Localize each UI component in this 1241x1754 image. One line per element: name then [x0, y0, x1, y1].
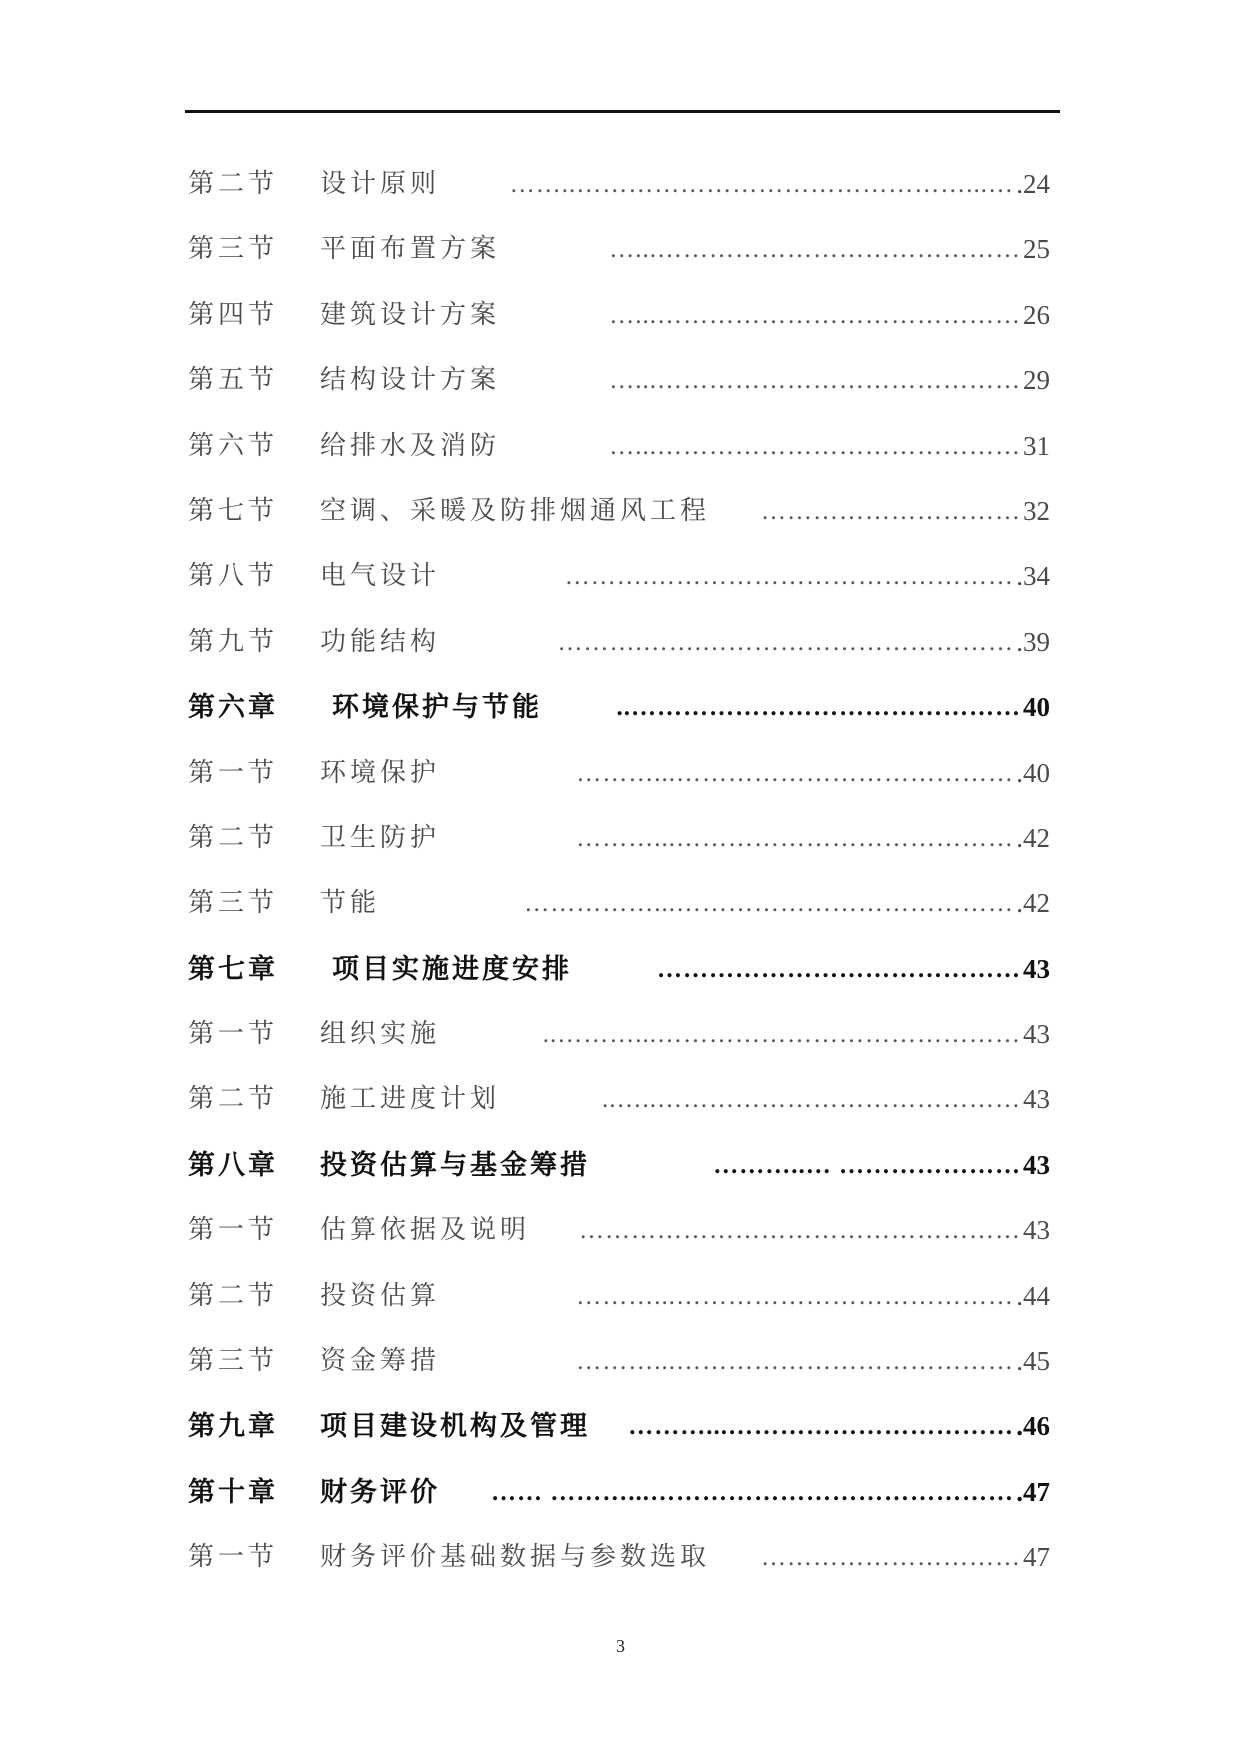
toc-page-number: .42 — [1016, 822, 1050, 853]
toc-entry-number: 第三节 — [188, 234, 279, 265]
toc-entry-title: 给排水及消防 — [320, 430, 501, 461]
toc-page-number: .42 — [1016, 888, 1050, 919]
toc-entry-title: 建筑设计方案 — [320, 299, 501, 330]
toc-entry-number: 第八节 — [188, 561, 279, 592]
toc-dot-leader: ……………………………………….. — [616, 694, 1021, 722]
toc-entry-number: 第一节 — [188, 1019, 279, 1050]
toc-page-number: .34 — [1016, 561, 1050, 592]
toc-dot-leader: ……………………………………...… — [609, 236, 1021, 264]
toc-entry-number: 第五节 — [188, 365, 279, 396]
toc-chapter-entry[interactable] — [188, 675, 1050, 740]
toc-dot-leader: ………………………… — [761, 497, 1021, 525]
toc-entry-number: 第二节 — [188, 1280, 279, 1311]
toc-entry-number: 第八章 — [188, 1149, 278, 1181]
toc-entry-title: 设计原则 — [320, 169, 441, 199]
toc-section-entry[interactable] — [188, 414, 1050, 479]
toc-dot-leader: …………………………………….……… — [564, 563, 1014, 591]
toc-dot-leader: …………………………………...…………… — [524, 890, 1014, 918]
toc-chapter-entry[interactable] — [188, 1460, 1050, 1525]
toc-page-number: 43 — [1023, 1149, 1050, 1180]
toc-page-number: .24 — [1016, 169, 1050, 199]
toc-dot-leader: …………………………………...……… — [576, 1348, 1014, 1376]
toc-section-entry[interactable] — [188, 479, 1050, 544]
toc-section-entry[interactable] — [188, 741, 1050, 806]
toc-page-number: .47 — [1016, 1476, 1050, 1507]
toc-entry-title: 投资估算与基金筹措 — [320, 1149, 590, 1181]
toc-entry-number: 第六章 — [188, 692, 278, 724]
toc-page-number: 29 — [1023, 365, 1050, 396]
toc-entry-number: 第一节 — [188, 1542, 279, 1573]
toc-entry-title: 功能结构 — [320, 626, 441, 657]
toc-dot-leader: ……………………………………...……… …… — [491, 1478, 1014, 1506]
toc-entry-number: 第二节 — [188, 1084, 279, 1115]
toc-chapter-entry[interactable] — [188, 937, 1050, 1002]
toc-section-entry[interactable] — [188, 1198, 1050, 1263]
toc-entry-title: 环境保护 — [320, 757, 441, 788]
toc-page-number: 26 — [1023, 299, 1050, 330]
toc-section-entry[interactable] — [188, 1329, 1050, 1394]
toc-entry-number: 第二节 — [188, 822, 279, 853]
toc-entry-title: 卫生防护 — [320, 822, 441, 853]
toc-entry-title: 组织实施 — [320, 1019, 441, 1050]
toc-section-entry[interactable] — [188, 610, 1050, 675]
toc-entry-number: 第三节 — [188, 1346, 279, 1377]
toc-entry-number: 第七节 — [188, 495, 279, 526]
toc-section-entry[interactable] — [188, 1067, 1050, 1132]
toc-dot-leader: …………………………………...……… — [576, 759, 1014, 787]
toc-entry-number: 第七章 — [188, 953, 278, 985]
toc-dot-leader: ………………… …..……… — [713, 1151, 1021, 1179]
toc-dot-leader: …………………………………………… — [579, 1217, 1021, 1245]
toc-entry-title: 资金筹措 — [320, 1346, 441, 1377]
toc-entry-title: 电气设计 — [320, 561, 441, 592]
toc-page-number: 43 — [1023, 1084, 1050, 1115]
toc-entry-title: 平面布置方案 — [320, 234, 501, 265]
toc-dot-leader: ……………………………………...… — [609, 367, 1021, 395]
table-of-contents — [188, 152, 1050, 1591]
toc-entry-title: 节能 — [320, 888, 381, 919]
toc-entry-number: 第九节 — [188, 626, 279, 657]
toc-section-entry[interactable] — [188, 1002, 1050, 1067]
toc-dot-leader: …………………………………...……… — [576, 1282, 1014, 1310]
toc-page-number: .40 — [1016, 757, 1050, 788]
toc-chapter-entry[interactable] — [188, 1133, 1050, 1198]
toc-dot-leader: …...………………………………………..…… — [509, 171, 1014, 198]
toc-dot-leader: ……………………………...……… — [628, 1413, 1014, 1441]
toc-dot-leader: ……………………………………..….. — [602, 1086, 1021, 1114]
toc-dot-leader: ……………………………………...… — [609, 432, 1021, 460]
toc-entry-title: 财务评价 — [320, 1476, 440, 1508]
toc-page-number: 40 — [1023, 692, 1050, 723]
toc-page-number: 31 — [1023, 430, 1050, 461]
toc-entry-number: 第十章 — [188, 1476, 278, 1508]
toc-dot-leader: …………………………………… — [657, 955, 1021, 983]
toc-section-entry[interactable] — [188, 1525, 1050, 1590]
toc-dot-leader: ……………………………………...… — [609, 301, 1021, 329]
toc-dot-leader: ………………………… — [761, 1544, 1021, 1572]
toc-entry-title: 投资估算 — [320, 1280, 441, 1311]
toc-entry-number: 第一节 — [188, 1215, 279, 1246]
toc-page-number: 43 — [1023, 953, 1050, 984]
toc-page-number: 47 — [1023, 1542, 1050, 1573]
toc-section-entry[interactable] — [188, 871, 1050, 936]
toc-entry-title: 估算依据及说明 — [320, 1215, 531, 1246]
toc-entry-title: 环境保护与节能 — [332, 692, 542, 724]
toc-section-entry[interactable] — [188, 283, 1050, 348]
toc-section-entry[interactable] — [188, 1264, 1050, 1329]
toc-entry-title: 结构设计方案 — [320, 365, 501, 396]
toc-dot-leader: …………………………………...……… — [576, 824, 1014, 852]
toc-entry-title: 空调、采暖及防排烟通风工程 — [320, 495, 711, 526]
toc-entry-number: 第四节 — [188, 299, 279, 330]
toc-entry-number: 第六节 — [188, 430, 279, 461]
toc-chapter-entry[interactable] — [188, 1394, 1050, 1459]
toc-section-entry[interactable] — [188, 544, 1050, 609]
toc-page-number: 43 — [1023, 1019, 1050, 1050]
toc-section-entry[interactable] — [188, 348, 1050, 413]
toc-page-number: .44 — [1016, 1280, 1050, 1311]
toc-entry-number: 第二节 — [188, 169, 279, 199]
toc-section-entry[interactable] — [188, 806, 1050, 871]
header-rule — [185, 110, 1060, 113]
toc-dot-leader: ……………………………………...……….. — [542, 1021, 1021, 1049]
toc-entry-title: 施工进度计划 — [320, 1084, 501, 1115]
toc-page-number: 25 — [1023, 234, 1050, 265]
toc-entry-title: 财务评价基础数据与参数选取 — [320, 1542, 711, 1573]
toc-page-number: .46 — [1016, 1411, 1050, 1442]
toc-page-number: .39 — [1016, 626, 1050, 657]
toc-page-number: .45 — [1016, 1346, 1050, 1377]
toc-entry-number: 第一节 — [188, 757, 279, 788]
toc-section-entry[interactable] — [188, 152, 1050, 217]
toc-entry-title: 项目实施进度安排 — [332, 953, 572, 985]
toc-entry-number: 第九章 — [188, 1411, 278, 1443]
toc-entry-number: 第三节 — [188, 888, 279, 919]
toc-dot-leader: ……………………………….…….……… — [557, 628, 1014, 656]
toc-page-number: 32 — [1023, 495, 1050, 526]
page-number: 3 — [616, 1636, 625, 1656]
toc-entry-title: 项目建设机构及管理 — [320, 1411, 590, 1443]
toc-page-number: 43 — [1023, 1215, 1050, 1246]
toc-section-entry[interactable] — [188, 217, 1050, 282]
